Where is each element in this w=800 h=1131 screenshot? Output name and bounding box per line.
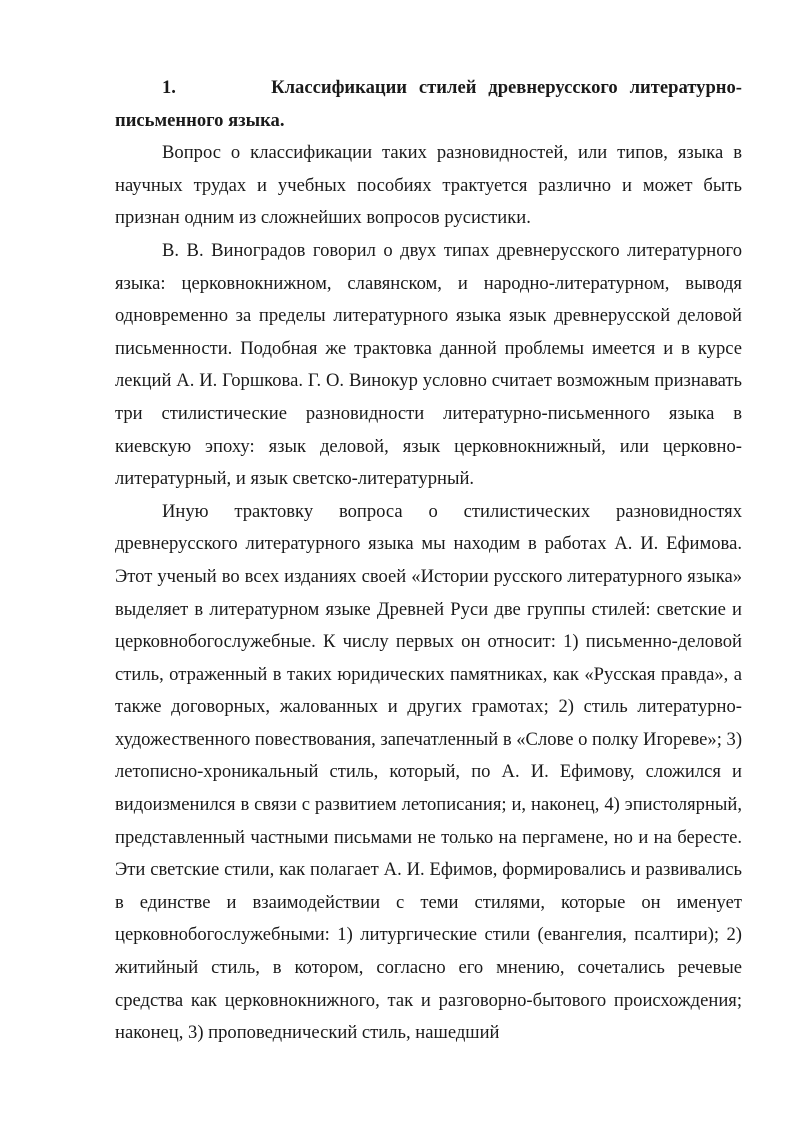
paragraph-1: Вопрос о классификации таких разновидностей, или типов, языка в научных трудах и учебных пособиях трактуется различно и может быть признан одним из сложнейших вопросов русистики. <box>115 142 742 229</box>
paragraph-2: В. В. Виноградов говорил о двух типах древнерусского литературного языка: церковнокнижном, славянском, и народно-литературном, выводя одновременно за пределы литературного языка язык древнерусской деловой письменности. Подобная же трактовка данной проблемы имеется и в курсе лекций А. И. Горшкова. Г. О. Винокур условно считает возможным признавать три стилистические разновидности литературно-письменного языка в киевскую эпоху: язык деловой, язык церковнокнижный, или церковно-литературный, и язык светско-литературный. <box>115 239 742 490</box>
section-heading: 1. Классификации стилей древнерусского литературно-письменного языка. <box>115 77 742 131</box>
paragraph-3: Иную трактовку вопроса о стилистических разновидностях древнерусского литературного языка мы находим в работах А. И. Ефимова. Этот ученый во всех изданиях своей «Истории русского литературного языка» выделяет в литературном языке Древней Руси две группы стилей: светские и церковнобогослужебные. К числу первых он относит: 1) письменно-деловой стиль, отраженный в таких юридических памятниках, как «Русская правда», а также договорных, жалованных и других грамотах; 2) стиль литературно-художественного повествования, запечатленный в «Слове о полку Игореве»; 3) летописно-хроникальный стиль, который, по А. И. Ефимову, сложился и видоизменился в связи с развитием летописания; и, наконец, 4) эпистолярный, представленный частными письмами не только на пергамене, но и на бересте. Эти светские стили, как полагает А. И. Ефимов, формировались и развивались в единстве и взаимодействии с теми стилями, которые он именует церковнобогослужебными: 1) литургические стили (евангелия, псалтири); 2) житийный стиль, в котором, согласно его мнению, сочетались речевые средства как церковнокнижного, так и разговорно-бытового происхождения; наконец, 3) проповеднический стиль, нашедший <box>115 500 743 1044</box>
document-page <box>115 72 742 1050</box>
